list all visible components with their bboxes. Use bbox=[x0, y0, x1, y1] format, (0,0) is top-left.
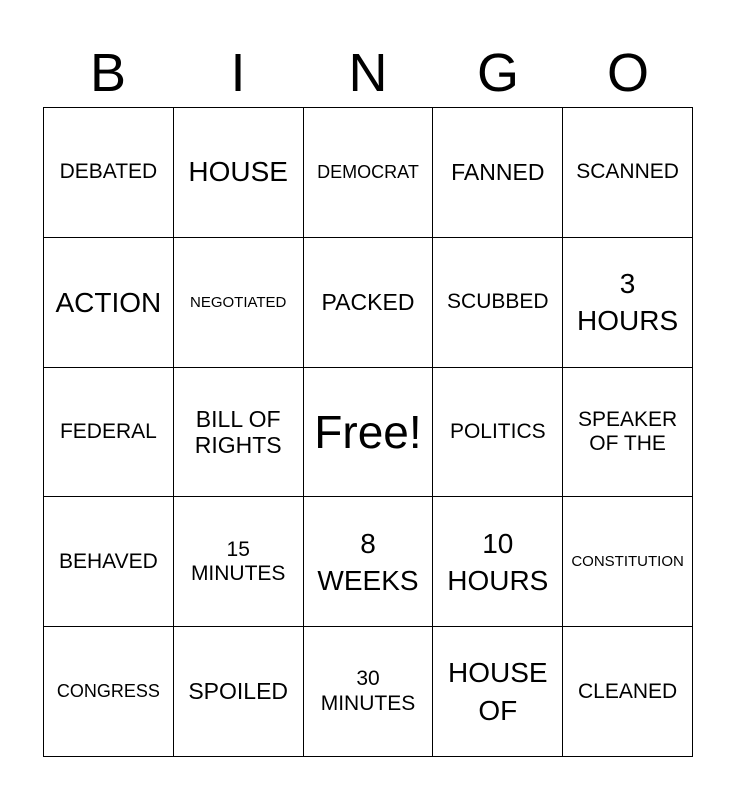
free-space-label: Free! bbox=[314, 405, 422, 458]
bingo-cell-free[interactable] bbox=[304, 368, 434, 498]
cell-label: 30 MINUTES bbox=[320, 667, 416, 715]
cell-label: DEBATED bbox=[59, 160, 158, 184]
cell-label: HOUSE OF bbox=[448, 657, 548, 726]
header-letter-b: B bbox=[89, 43, 127, 103]
cell-label: 15 MINUTES bbox=[190, 537, 286, 585]
cell-label: 8 WEEKS bbox=[317, 527, 419, 596]
bingo-grid bbox=[43, 107, 693, 757]
cell-label: HOUSE bbox=[188, 156, 288, 188]
cell-label: NEGOTIATED bbox=[189, 293, 287, 311]
bingo-cell-r2-c3[interactable] bbox=[304, 238, 434, 368]
cell-label: SCUBBED bbox=[447, 290, 549, 314]
bingo-cell-r1-c5[interactable] bbox=[563, 108, 693, 238]
bingo-cell-r4-c4[interactable] bbox=[433, 497, 563, 627]
bingo-cell-r3-c4[interactable] bbox=[433, 368, 563, 498]
bingo-cell-r2-c5[interactable] bbox=[563, 238, 693, 368]
cell-label: ACTION bbox=[55, 286, 162, 318]
cell-label: FANNED bbox=[451, 159, 545, 186]
cell-label: CONSTITUTION bbox=[571, 553, 684, 571]
bingo-cell-r5-c3[interactable] bbox=[304, 627, 434, 757]
bingo-cell-r2-c2[interactable] bbox=[174, 238, 304, 368]
bingo-cell-r5-c5[interactable] bbox=[563, 627, 693, 757]
cell-label: SPOILED bbox=[188, 678, 289, 705]
bingo-cell-r1-c3[interactable] bbox=[304, 108, 434, 238]
bingo-cell-r1-c2[interactable] bbox=[174, 108, 304, 238]
cell-label: FEDERAL bbox=[59, 419, 157, 443]
cell-label: DEMOCRAT bbox=[317, 162, 419, 183]
cell-label: CLEANED bbox=[577, 679, 678, 703]
bingo-header bbox=[43, 40, 693, 106]
cell-label: 3 HOURS bbox=[577, 267, 679, 337]
bingo-cell-r3-c5[interactable] bbox=[563, 368, 693, 498]
cell-label: SPEAKER OF THE bbox=[577, 407, 678, 455]
bingo-cell-r4-c5[interactable] bbox=[563, 497, 693, 627]
cell-label: 10 HOURS bbox=[447, 527, 549, 596]
bingo-cell-r5-c1[interactable] bbox=[44, 627, 174, 757]
cell-label: BEHAVED bbox=[58, 549, 158, 573]
bingo-cell-r2-c1[interactable] bbox=[44, 238, 174, 368]
header-letter-i: I bbox=[230, 43, 246, 103]
cell-label: SCANNED bbox=[576, 160, 679, 184]
cell-label: POLITICS bbox=[449, 419, 546, 443]
header-letter-n: N bbox=[348, 43, 388, 103]
header-letter-o: O bbox=[606, 43, 649, 103]
bingo-cell-r4-c3[interactable] bbox=[304, 497, 434, 627]
bingo-cell-r3-c2[interactable] bbox=[174, 368, 304, 498]
bingo-cell-r1-c1[interactable] bbox=[44, 108, 174, 238]
bingo-cell-r4-c1[interactable] bbox=[44, 497, 174, 627]
bingo-cell-r5-c2[interactable] bbox=[174, 627, 304, 757]
cell-label: BILL OF RIGHTS bbox=[194, 405, 282, 458]
cell-label: CONGRESS bbox=[56, 681, 160, 702]
bingo-cell-r4-c2[interactable] bbox=[174, 497, 304, 627]
bingo-cell-r3-c1[interactable] bbox=[44, 368, 174, 498]
cell-label: PACKED bbox=[321, 288, 415, 315]
header-letter-g: G bbox=[476, 43, 519, 103]
bingo-cell-r1-c4[interactable] bbox=[433, 108, 563, 238]
bingo-cell-r2-c4[interactable] bbox=[433, 238, 563, 368]
bingo-cell-r5-c4[interactable] bbox=[433, 627, 563, 757]
